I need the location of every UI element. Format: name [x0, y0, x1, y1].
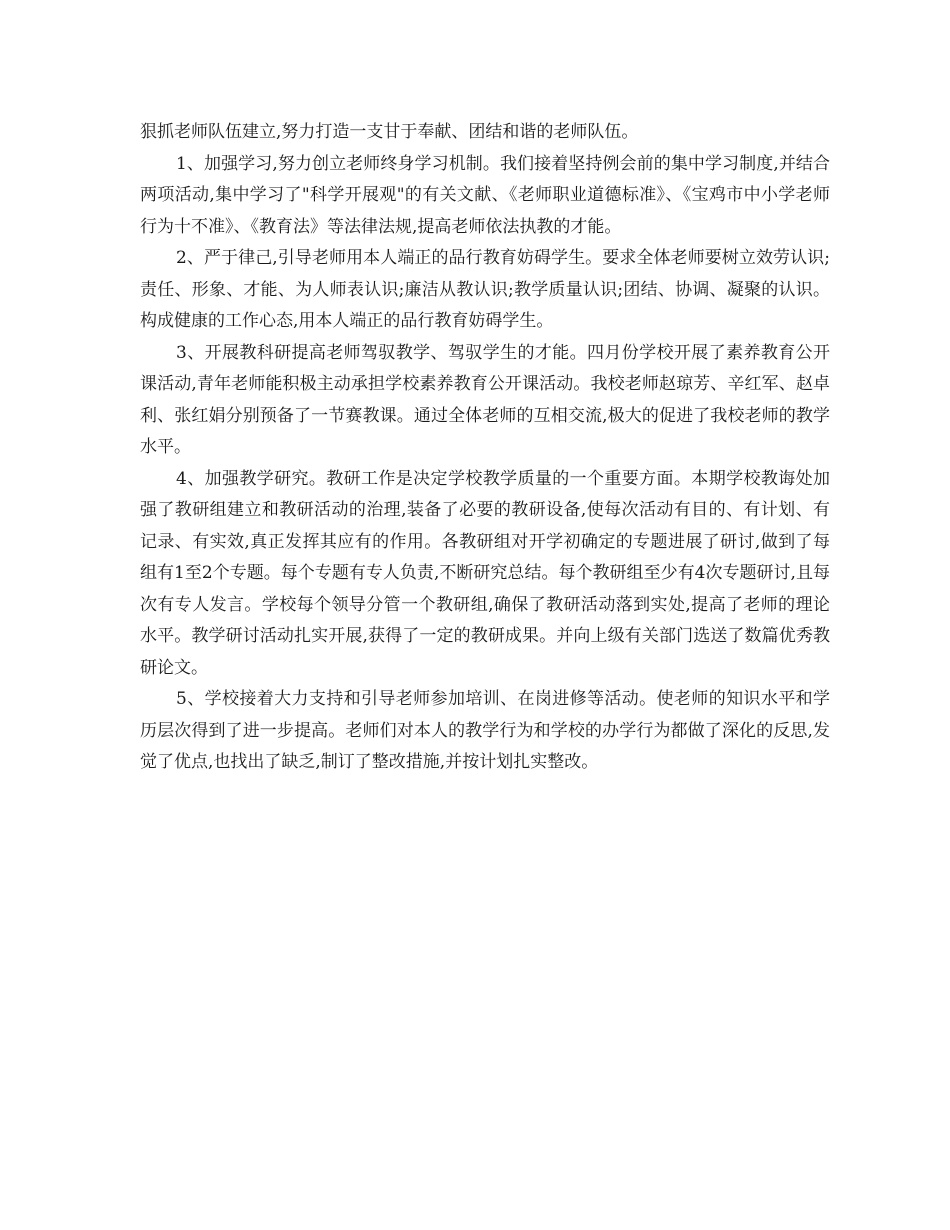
paragraph-item-4: 4、加强教学研究。教研工作是决定学校教学质量的一个重要方面。本期学校教诲处加强了教研组建立和教研活动的治理,装备了必要的教研设备,使每次活动有目的、有计划、有记录、有实效,真正发挥其应有的作用。各教研组对开学初确定的专题进展了研讨,做到了每组有1至2个专题。每个专题有专人负责,不断研究总结。每个教研组至少有4次专题研讨,且每次有专人发言。学校每个领导分管一个教研组,确保了教研活动落到实处,提高了老师的理论水平。教学研讨活动扎实开展,获得了一定的教研成果。并向上级有关部门选送了数篇优秀教研论文。: [140, 468, 830, 678]
paragraph-item-1: 1、加强学习,努力创立老师终身学习机制。我们接着坚持例会前的集中学习制度,并结合两项活动,集中学习了"科学开展观"的有关文献、《老师职业道德标准》、《宝鸡市中小学老师行为十不准》、《教育法》等法律法规,提高老师依法执教的才能。: [140, 153, 830, 237]
paragraph-intro: 狠抓老师队伍建立,努力打造一支甘于奉献、团结和谐的老师队伍。: [140, 122, 639, 142]
document-body: [140, 117, 830, 779]
paragraph-item-5: 5、学校接着大力支持和引导老师参加培训、在岗进修等活动。使老师的知识水平和学历层次得到了进一步提高。老师们对本人的教学行为和学校的办学行为都做了深化的反思,发觉了优点,也找出了缺乏,制订了整改措施,并按计划扎实整改。: [140, 689, 830, 772]
paragraph-item-2: 2、严于律己,引导老师用本人端正的品行教育妨碍学生。要求全体老师要树立效劳认识;责任、形象、才能、为人师表认识;廉洁从教认识;教学质量认识;团结、协调、凝聚的认识。构成健康的工作心态,用本人端正的品行教育妨碍学生。: [140, 248, 830, 331]
paragraph-item-3: 3、开展教科研提高老师驾驭教学、驾驭学生的才能。四月份学校开展了素养教育公开课活动,青年老师能积极主动承担学校素养教育公开课活动。我校老师赵琼芳、辛红军、赵卓利、张红娟分别预备了一节赛教课。通过全体老师的互相交流,极大的促进了我校老师的教学水平。: [140, 342, 830, 457]
